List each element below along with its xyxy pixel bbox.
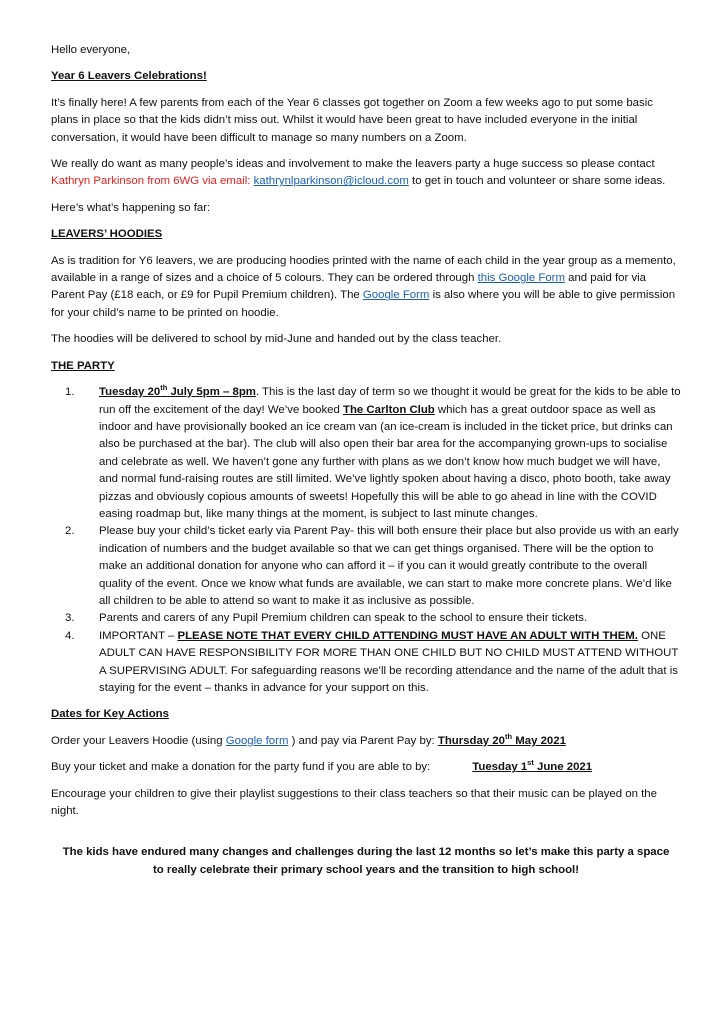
party-item-2-number: 2. [65,525,75,538]
party-heading: THE PARTY [51,359,115,372]
party-item-4-lead: IMPORTANT – [99,629,178,642]
contact-text-before: We really do want as many people’s ideas and involvement to make the leavers party a huge success so please contact [51,158,655,171]
party-list [51,384,681,697]
hoodies-heading: LEAVERS’ HOODIES [51,228,163,241]
letter-page [51,42,681,888]
letter-title: Year 6 Leavers Celebrations! [51,70,207,83]
hoodies-text-3: is also where you will be able to give permission for your child’s name to be printed on hoodie. [51,289,676,319]
ticket-deadline-month: June 2021 [533,761,593,774]
dates-line-playlist: Encourage your children to give their playlist suggestions to their class teachers so that their music can be played on the night. [51,787,657,818]
contact-email-link[interactable]: kathrynlparkinson@icloud.com [253,175,409,188]
hoodie-deadline-day: Thursday 20 [437,734,505,747]
hoodies-text-1: As is tradition for Y6 leavers, we are producing hoodies printed with the name of each child in the year group as a memento, available in a range of sizes and a choice of 5 colours. They can be ordered through [51,254,676,285]
hoodies-text-2: and paid for via Parent Pay (£18 each, or £9 for Pupil Premium children). The [51,272,647,302]
hoodie-deadline-month: May 2021 [512,734,566,747]
party-item-4-number: 4. [65,629,75,642]
party-date-time: July 5pm – 8pm [167,386,256,399]
party-date-day: Tuesday 20 [99,386,161,399]
party-item-4 [51,628,681,698]
hoodie-deadline [437,732,566,747]
intro-paragraph: It’s finally here! A few parents from each of the Year 6 classes got together on Zoom a few weeks ago to put some basic plans in place so that the kids didn’t miss out. Whilst it would have been great to have included everyone in the initial conversation, it would have been difficult to manage so many numbers on a Zoom. [51,96,653,144]
party-item-1-text-b: which has a great outdoor space as well as indoor and have provisionally booked an ice cream van (an ice-cream is included in the ticket price, but drinks can also be purchased at the bar). The club will also open their bar area for the accompanying grown-ups to socialise and celebrate as well. We haven’t gone any further with plans as we don’t know how much budget we will have, and normal fund-raising routes are still limited. We’ve lightly spoken about having a disco, photo booth, take away pizzas and obviously copious amounts of sweets! Hopefully this will be able to go ahead in line with the COVID easing roadmap but, like many things at the moment, is subject to last minute changes. [99,403,673,520]
party-item-2-text: Please buy your child’s ticket early via Parent Pay- this will both ensure their place but also provide us with an early indication of numbers and the budget available so that we can get things organised. There will be the option to make an additional donation for anyone who can afford it – if you can it would greatly contribute to the overall quality of the event. Once we know what funds are available, we can start to make more concrete plans. We’d like all children to be able to attend so want to make it as inclusive as possible. [99,525,679,607]
hoodie-deadline-suffix: th [504,732,513,742]
party-item-2 [51,523,681,610]
dates-line-1-after: ) and pay via Parent Pay by: [288,734,438,747]
party-item-3-number: 3. [65,612,75,625]
party-item-3-text: Parents and carers of any Pupil Premium children can speak to the school to ensure their tickets. [99,612,588,625]
party-item-1-text-a: . This is the last day of term so we thought it would be great for the kids to be able to run off the excitement of the day! We’ve booked [99,386,681,416]
hoodies-delivery-paragraph: The hoodies will be delivered to school by mid-June and handed out by the class teacher. [51,333,502,346]
party-item-1 [51,384,681,523]
closing-statement: The kids have endured many changes and challenges during the last 12 months so let’s make this party a space to really celebrate their primary school years and the transition to high school! [62,846,670,876]
dates-line-2-before: Buy your ticket and make a donation for the party fund if you are able to by: [51,761,431,774]
so-far-text: Here’s what’s happening so far: [51,201,211,214]
google-form-link-2[interactable]: Google Form [362,289,430,302]
dates-line-hoodie [51,733,681,750]
contact-name: Kathryn Parkinson from 6WG via email: [51,175,254,188]
hoodies-paragraph [51,253,681,323]
party-item-4-emphasis: PLEASE NOTE THAT EVERY CHILD ATTENDING MUST HAVE AN ADULT WITH THEM. [177,629,638,642]
party-date-suffix: th [160,383,168,393]
party-date [99,383,256,399]
venue-name: The Carlton Club [343,403,435,416]
dates-line-1-before: Order your Leavers Hoodie (using [51,734,226,747]
google-form-link-3[interactable]: Google form [225,734,289,747]
dates-heading: Dates for Key Actions [51,708,169,721]
dates-line-ticket [51,759,681,776]
ticket-deadline [472,758,593,774]
contact-text-after: to get in touch and volunteer or share some ideas. [408,175,666,188]
party-item-1-number: 1. [65,386,75,399]
contact-paragraph [51,156,681,191]
party-item-3 [51,610,681,627]
greeting: Hello everyone, [51,44,131,56]
google-form-link-1[interactable]: this Google Form [477,272,565,285]
ticket-deadline-suffix: st [527,758,534,768]
ticket-deadline-day: Tuesday 1 [472,761,528,774]
party-item-4-text: ONE ADULT CAN HAVE RESPONSIBILITY FOR MORE THAN ONE CHILD BUT NO CHILD MUST ATTEND WITHOUT A SUPERVISING ADULT. For safeguarding reasons we’ll be recording attendance and the name of the adult that is staying for the event – thanks in advance for your support on this. [99,629,679,694]
